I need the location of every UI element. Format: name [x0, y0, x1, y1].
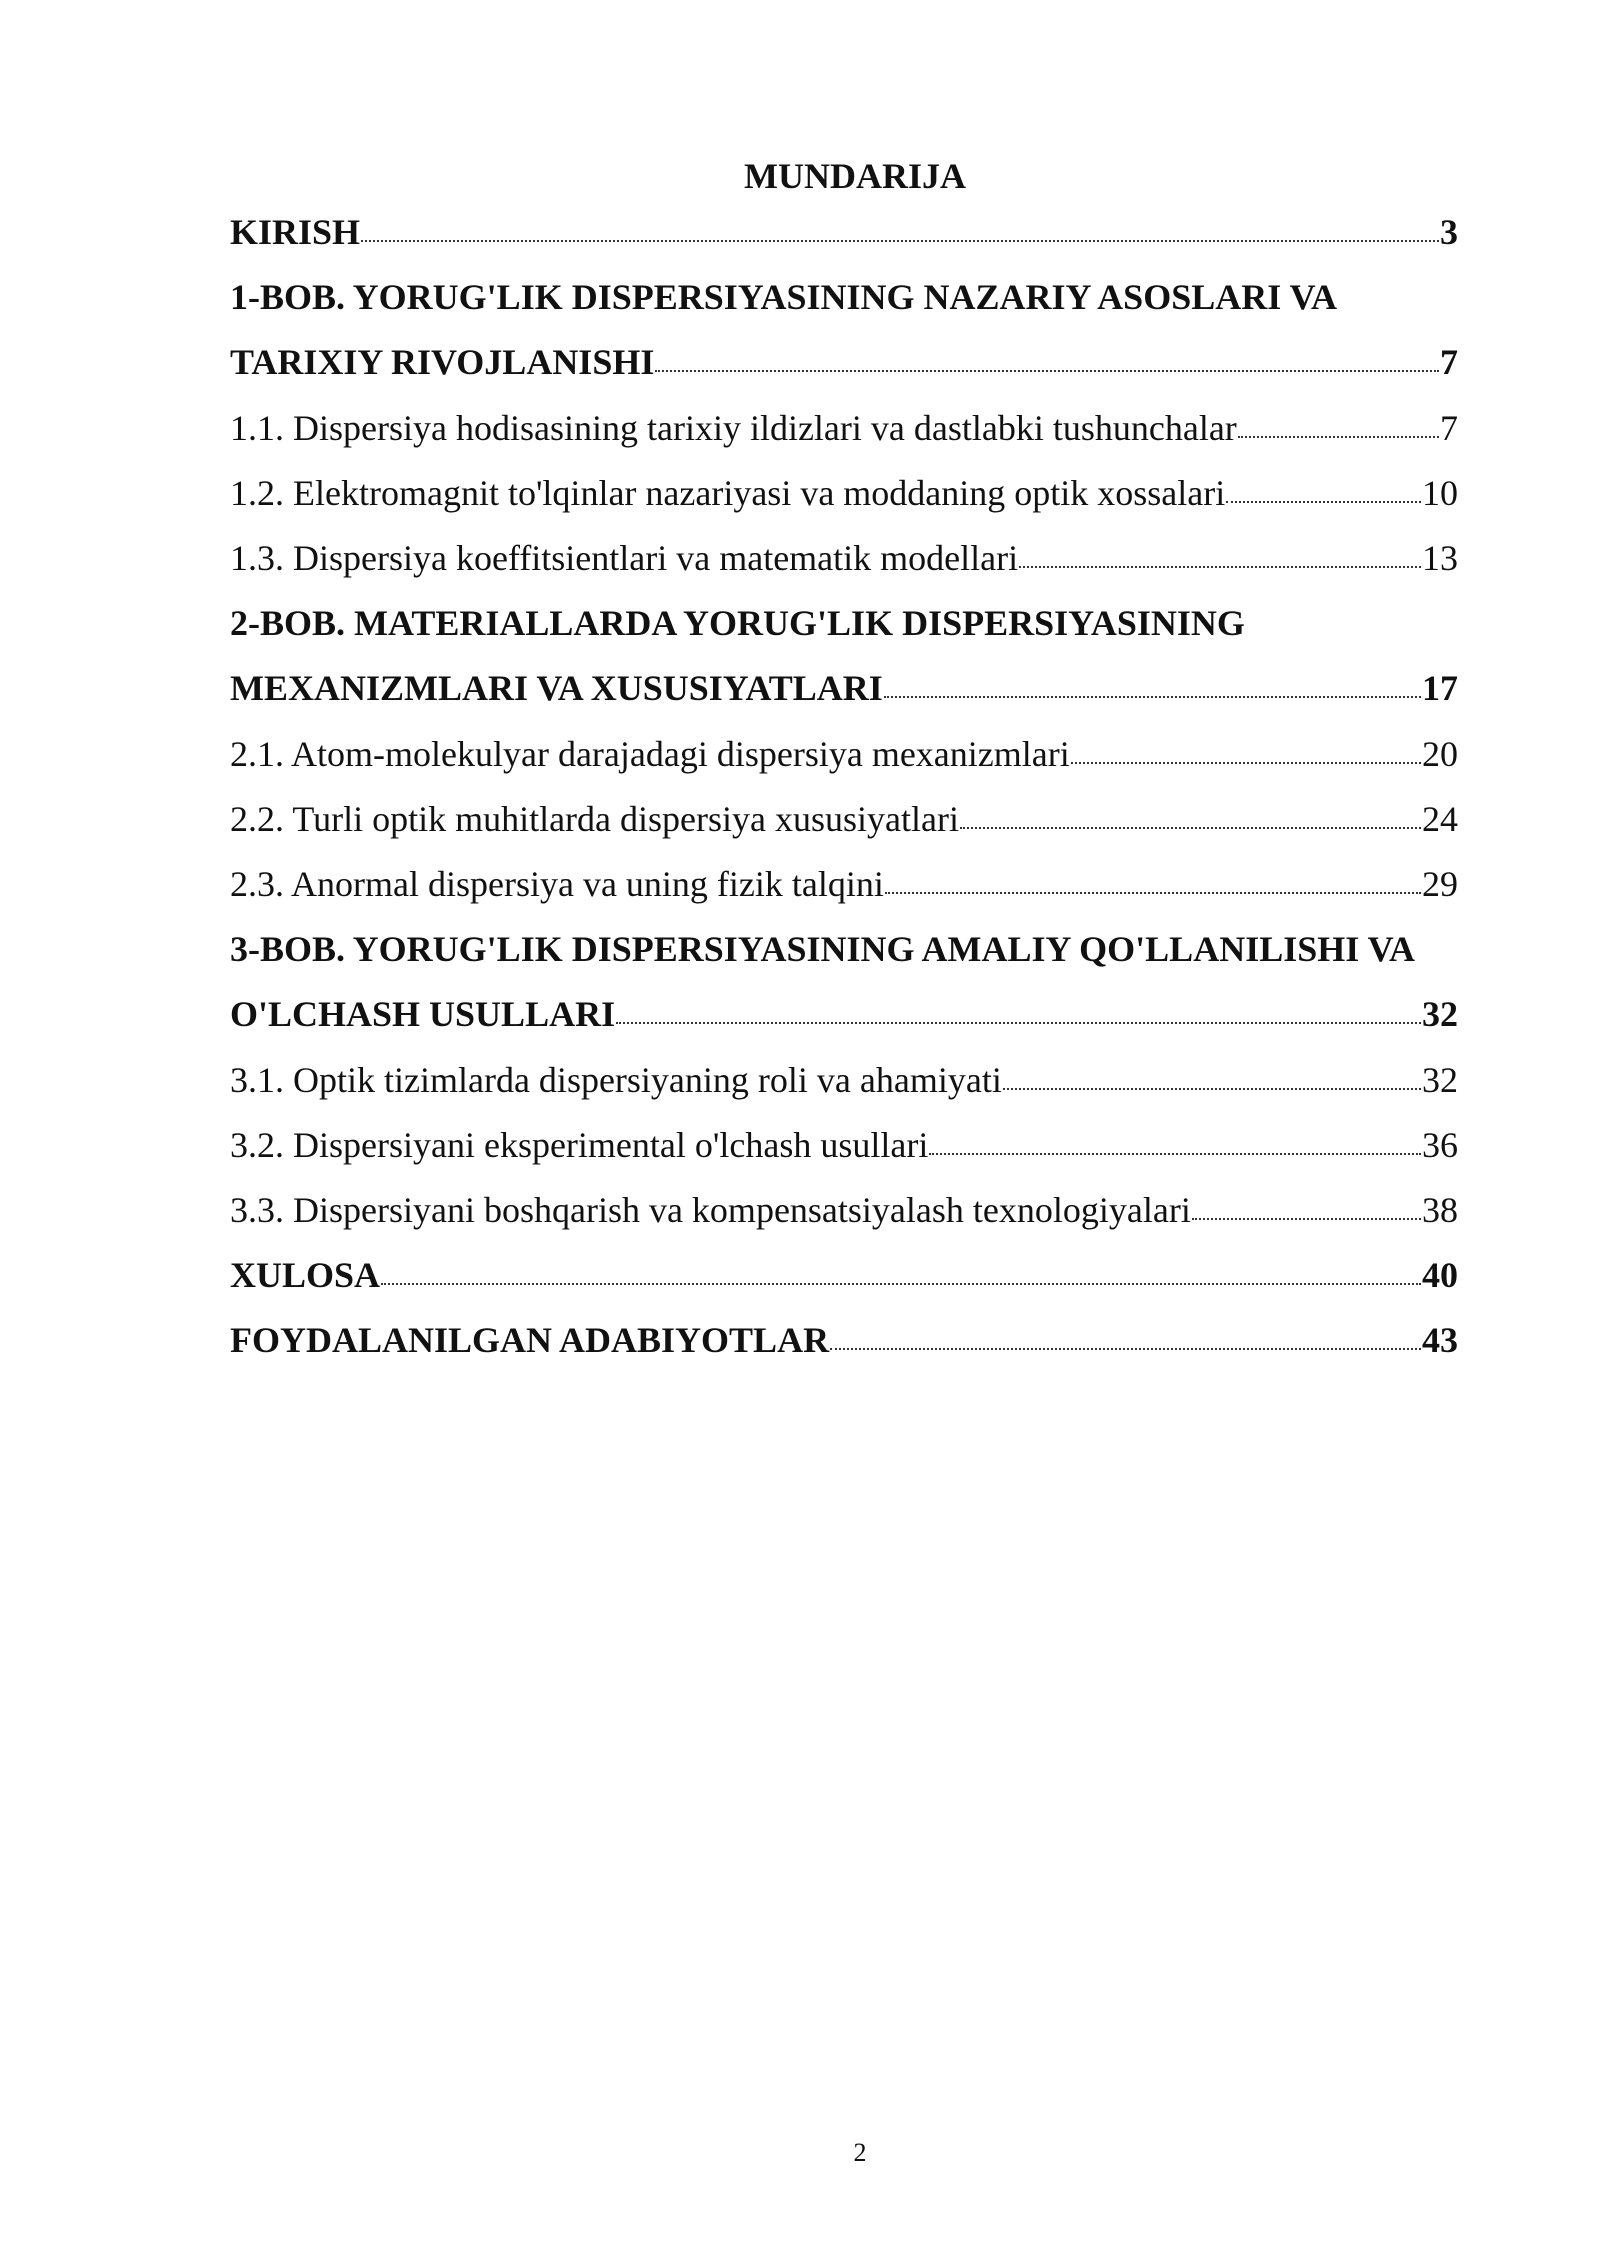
- page-title: MUNDARIJA: [744, 156, 966, 196]
- toc-entry-label-line: 1-BOB. YORUG'LIK DISPERSIYASINING NAZARIY ASOSLARI VA: [230, 277, 1337, 318]
- toc-entry-label: 1.3. Dispersiya koeffitsientlari va matematik modellari: [230, 538, 1019, 579]
- toc-entry-line: [230, 722, 1458, 787]
- toc-section-entry[interactable]: [230, 1178, 1458, 1243]
- toc-entry-page-number: 32: [1422, 1059, 1458, 1100]
- dot-leader: [381, 1281, 1421, 1285]
- toc-entry-page-number: 10: [1422, 472, 1458, 513]
- toc-entry-label: MEXANIZMLARI VA XUSUSIYATLARI: [230, 668, 883, 709]
- toc-entry-page-number: 20: [1422, 733, 1458, 774]
- toc-entry-page-number: 40: [1422, 1255, 1458, 1296]
- dot-leader: [929, 1151, 1421, 1155]
- toc-entry-label: XULOSA: [230, 1255, 381, 1296]
- dot-leader: [1226, 499, 1421, 503]
- toc-heading-entry[interactable]: [230, 1243, 1458, 1308]
- toc-heading-entry[interactable]: [230, 1308, 1458, 1373]
- toc-entry-page-number: 7: [1440, 342, 1458, 383]
- toc-entry-page-number: 36: [1422, 1124, 1458, 1165]
- dot-leader: [1019, 564, 1421, 568]
- dot-leader: [885, 890, 1421, 894]
- toc-entry-label: 1.1. Dispersiya hodisasining tarixiy ildizlari va dastlabki tushunchalar: [230, 407, 1237, 448]
- toc-entry-label-line: 3-BOB. YORUG'LIK DISPERSIYASINING AMALIY QO'LLANILISHI VA: [230, 929, 1415, 970]
- toc-entry-label: 2.1. Atom-molekulyar darajadagi dispersiya mexanizmlari: [230, 733, 1070, 774]
- toc-entry-label: 3.2. Dispersiyani eksperimental o'lchash usullari: [230, 1124, 929, 1165]
- toc-entry-line: [230, 461, 1458, 526]
- toc-entry-page-number: 43: [1422, 1320, 1458, 1361]
- toc-entry-line: [230, 1113, 1458, 1178]
- toc-entry-label: FOYDALANILGAN ADABIYOTLAR: [230, 1320, 830, 1361]
- dot-leader: [361, 238, 1439, 242]
- page-number: 2: [853, 2138, 867, 2167]
- toc-entry-page-number: 3: [1440, 212, 1458, 252]
- toc-entry-page-number: 13: [1422, 538, 1458, 579]
- toc-heading-entry[interactable]: [230, 200, 1458, 265]
- toc-entry-label: TARIXIY RIVOJLANISHI: [230, 342, 655, 383]
- toc-entry-line: [230, 526, 1458, 591]
- toc-entry-line: [230, 330, 1458, 395]
- toc-entry-label: KIRISH: [230, 212, 361, 252]
- toc-entry-page-number: 7: [1440, 407, 1458, 448]
- toc-entry-label: 3.3. Dispersiyani boshqarish va kompensatsiyalash texnologiyalari: [230, 1190, 1191, 1231]
- dot-leader: [616, 1020, 1421, 1024]
- toc-entry-page-number: 32: [1422, 994, 1458, 1035]
- toc-section-entry[interactable]: [230, 1048, 1458, 1113]
- toc-section-entry[interactable]: [230, 526, 1458, 591]
- toc-entry-label: 2.2. Turli optik muhitlarda dispersiya xususiyatlari: [230, 798, 959, 839]
- toc-section-entry[interactable]: [230, 852, 1458, 917]
- dot-leader: [1192, 1216, 1421, 1220]
- toc-heading-entry[interactable]: [230, 591, 1458, 721]
- toc-entry-label: 1.2. Elektromagnit to'lqinlar nazariyasi va moddaning optik xossalari: [230, 472, 1226, 513]
- toc-entry-page-number: 38: [1422, 1190, 1458, 1231]
- toc-entry-label: 2.3. Anormal dispersiya va uning fizik talqini: [230, 864, 884, 905]
- toc-entry-line: [230, 982, 1458, 1047]
- toc-entry-line: [230, 1048, 1458, 1113]
- toc-entry-line: [230, 396, 1458, 461]
- toc-entry-line: [230, 1243, 1458, 1308]
- toc-heading-entry[interactable]: [230, 917, 1458, 1047]
- dot-leader: [655, 368, 1439, 372]
- toc-entry-line: [230, 787, 1458, 852]
- dot-leader: [1071, 760, 1421, 764]
- toc-entry-label: O'LCHASH USULLARI: [230, 994, 616, 1035]
- toc-section-entry[interactable]: [230, 1113, 1458, 1178]
- toc-section-entry[interactable]: [230, 396, 1458, 461]
- toc-section-entry[interactable]: [230, 722, 1458, 787]
- toc-section-entry[interactable]: [230, 461, 1458, 526]
- dot-leader: [884, 694, 1421, 698]
- toc-entry-label: 3.1. Optik tizimlarda dispersiyaning roli va ahamiyati: [230, 1059, 1002, 1100]
- dot-leader: [830, 1346, 1421, 1350]
- table-of-contents: [230, 200, 1458, 1374]
- toc-entry-line: [230, 656, 1458, 721]
- toc-entry-line: [230, 1178, 1458, 1243]
- toc-entry-page-number: 29: [1422, 864, 1458, 905]
- toc-entry-line: [230, 200, 1458, 265]
- toc-entry-page-number: 24: [1422, 798, 1458, 839]
- toc-entry-line: [230, 852, 1458, 917]
- toc-entry-label-line: 2-BOB. MATERIALLARDA YORUG'LIK DISPERSIYASINING: [230, 603, 1245, 644]
- toc-entry-line: [230, 1308, 1458, 1373]
- dot-leader: [1238, 434, 1439, 438]
- dot-leader: [960, 825, 1421, 829]
- toc-entry-page-number: 17: [1422, 668, 1458, 709]
- dot-leader: [1003, 1086, 1421, 1090]
- toc-section-entry[interactable]: [230, 787, 1458, 852]
- toc-heading-entry[interactable]: [230, 265, 1458, 395]
